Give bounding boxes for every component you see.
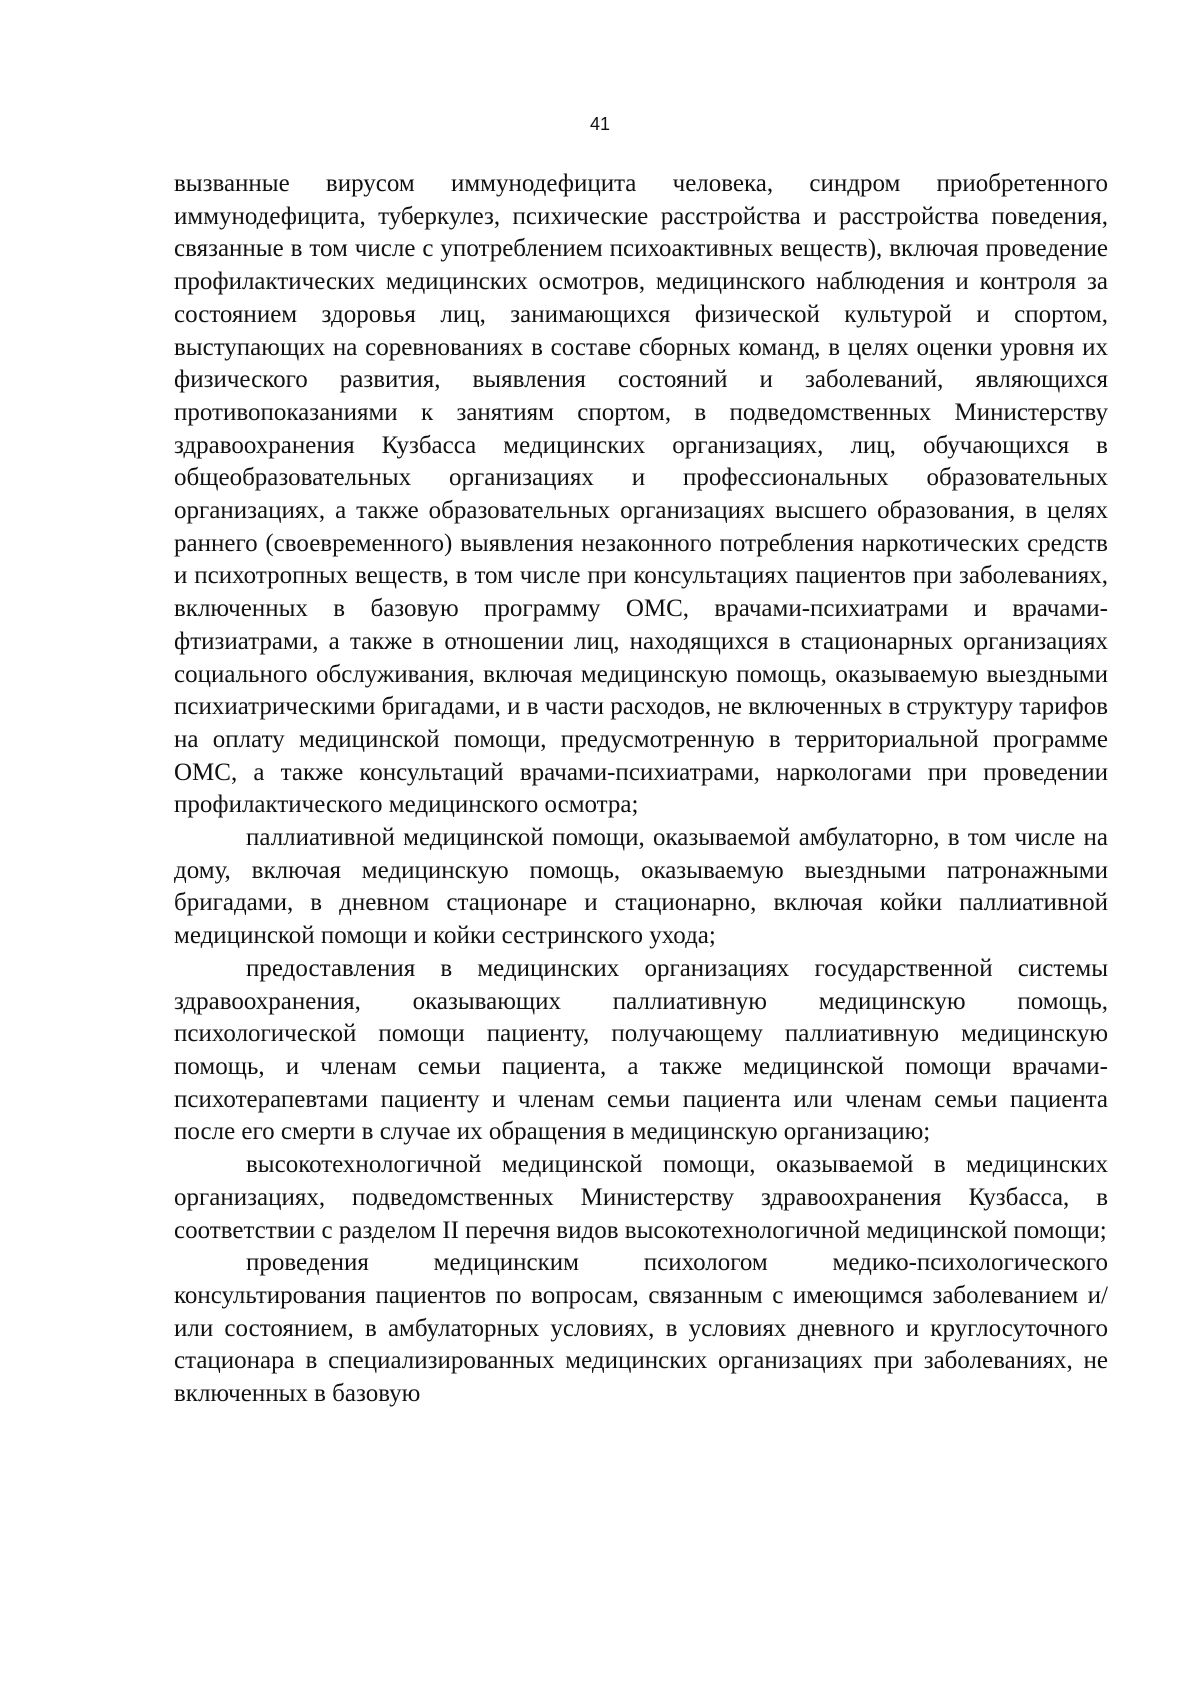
paragraph-palliative-care: паллиативной медицинской помощи, оказываемой амбулаторно, в том числе на дому, включая медицинскую помощь, оказываемую выездными патронажными бригадами, в дневном стационаре и стационарно, включая койки паллиативной медицинской помощи и койки сестринского ухода; <box>174 824 1108 950</box>
body-text <box>174 168 1108 1411</box>
paragraph-high-tech-care: высокотехнологичной медицинской помощи, оказываемой в медицинских организациях, подведомственных Министерству здравоохранения Кузбасса, в соответствии с разделом II перечня видов высокотехнологичной медицинской помощи; <box>174 1151 1108 1244</box>
page-number: 41 <box>589 114 611 134</box>
paragraph-continuation: вызванные вирусом иммунодефицита человека, синдром приобретенного иммунодефицита, туберкулез, психические расстройства и расстройства поведения, связанные в том числе с употреблением психоактивных веществ), включая проведение профилактических медицинских осмотров, медицинского наблюдения и контроля за состоянием здоровья лиц, занимающихся физической культурой и спортом, выступающих на соревнованиях в составе сборных команд, в целях оценки уровня их физического развития, выявления состояний и заболеваний, являющихся противопоказаниями к занятиям спортом, в подведомственных Министерству здравоохранения Кузбасса медицинских организациях, лиц, обучающихся в общеобразовательных организациях и профессиональных образовательных организациях, а также образовательных организациях высшего образования, в целях раннего (своевременного) выявления незаконного потребления наркотических средств и психотропных веществ, в том числе при консультациях пациентов при заболеваниях, включенных в базовую программу ОМС, врачами-психиатрами и врачами-фтизиатрами, а также в отношении лиц, находящихся в стационарных организациях социального обслуживания, включая медицинскую помощь, оказываемую выездными психиатрическими бригадами, и в части расходов, не включенных в структуру тарифов на оплату медицинской помощи, предусмотренную в территориальной программе ОМС, а также консультаций врачами-психиатрами, наркологами при проведении профилактического медицинского осмотра; <box>174 170 1108 819</box>
paragraph-psychologist-consulting: проведения медицинским психологом медико-психологического консультирования пациентов по вопросам, связанным с имеющимся заболеванием и/или состоянием, в амбулаторных условиях, в условиях дневного и круглосуточного стационара в специализированных медицинских организациях при заболеваниях, не включенных в базовую <box>174 1249 1108 1408</box>
paragraph-psychological-help: предоставления в медицинских организациях государственной системы здравоохранения, оказывающих паллиативную медицинскую помощь, психологической помощи пациенту, получающему паллиативную медицинскую помощь, и членам семьи пациента, а также медицинской помощи врачами-психотерапевтами пациенту и членам семьи пациента или членам семьи пациента после его смерти в случае их обращения в медицинскую организацию; <box>174 954 1108 1146</box>
